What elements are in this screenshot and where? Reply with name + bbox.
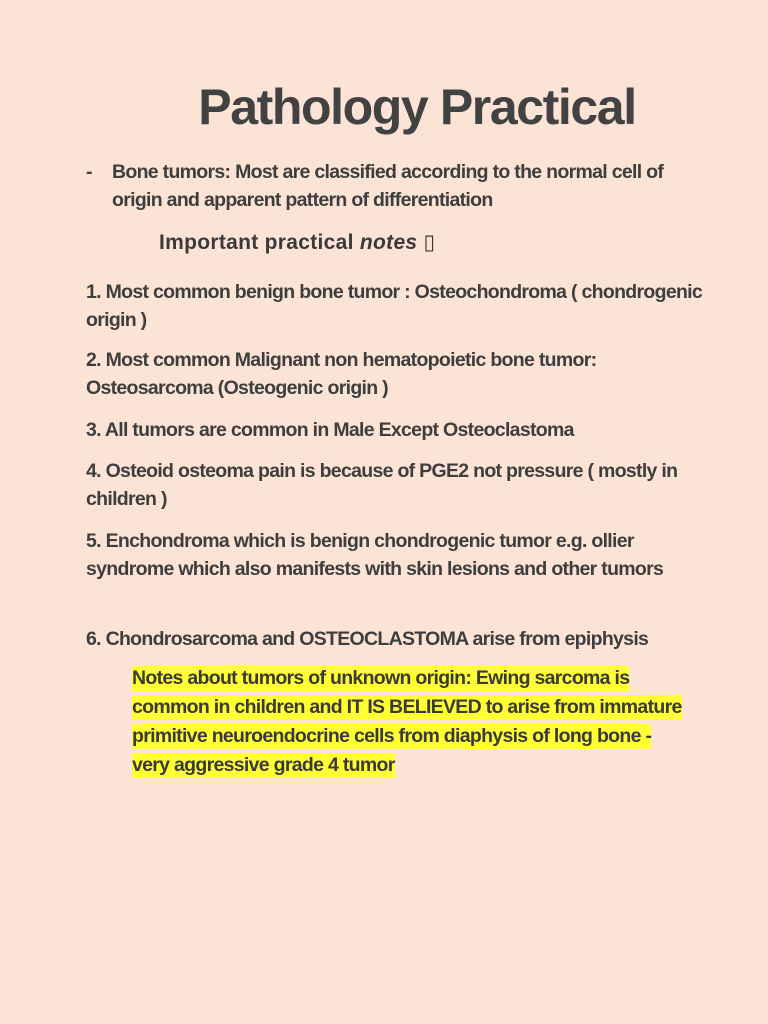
section-heading-emphasis: notes <box>359 231 418 254</box>
highlighted-note-text: Notes about tumors of unknown origin: Ewing sarcoma is common in children and IT IS BELIEVED to arise from immature primitive neuroendocrine cells from diaphysis of long bone - very aggressive grade 4 tumor <box>132 667 682 776</box>
note-item-3: 3. All tumors are common in Male Except Osteoclastoma <box>86 419 574 441</box>
note-item-6: 6. Chondrosarcoma and OSTEOCLASTOMA arise from epiphysis <box>86 628 649 650</box>
section-heading-prefix: Important practical <box>159 231 360 254</box>
placeholder-glyph-icon: ▯ <box>423 231 436 254</box>
bullet-text: Bone tumors: Most are classified according to the normal cell of origin and apparent pattern of differentiation <box>112 161 664 211</box>
page-title: Pathology Practical <box>198 79 636 135</box>
note-item-1: 1. Most common benign bone tumor : Osteochondroma ( chondrogenic origin ) <box>86 281 703 331</box>
note-item-2: 2. Most common Malignant non hematopoietic bone tumor: Osteosarcoma (Osteogenic origin ) <box>86 349 597 399</box>
note-item-5: 5. Enchondroma which is benign chondrogenic tumor e.g. ollier syndrome which also manifests with skin lesions and other tumors <box>86 530 664 580</box>
note-item-4: 4. Osteoid osteoma pain is because of PGE2 not pressure ( mostly in children ) <box>86 460 678 510</box>
highlighted-note <box>132 664 692 780</box>
intro-bullet <box>86 158 706 214</box>
bullet-marker: - <box>86 161 92 183</box>
section-heading <box>159 230 435 255</box>
